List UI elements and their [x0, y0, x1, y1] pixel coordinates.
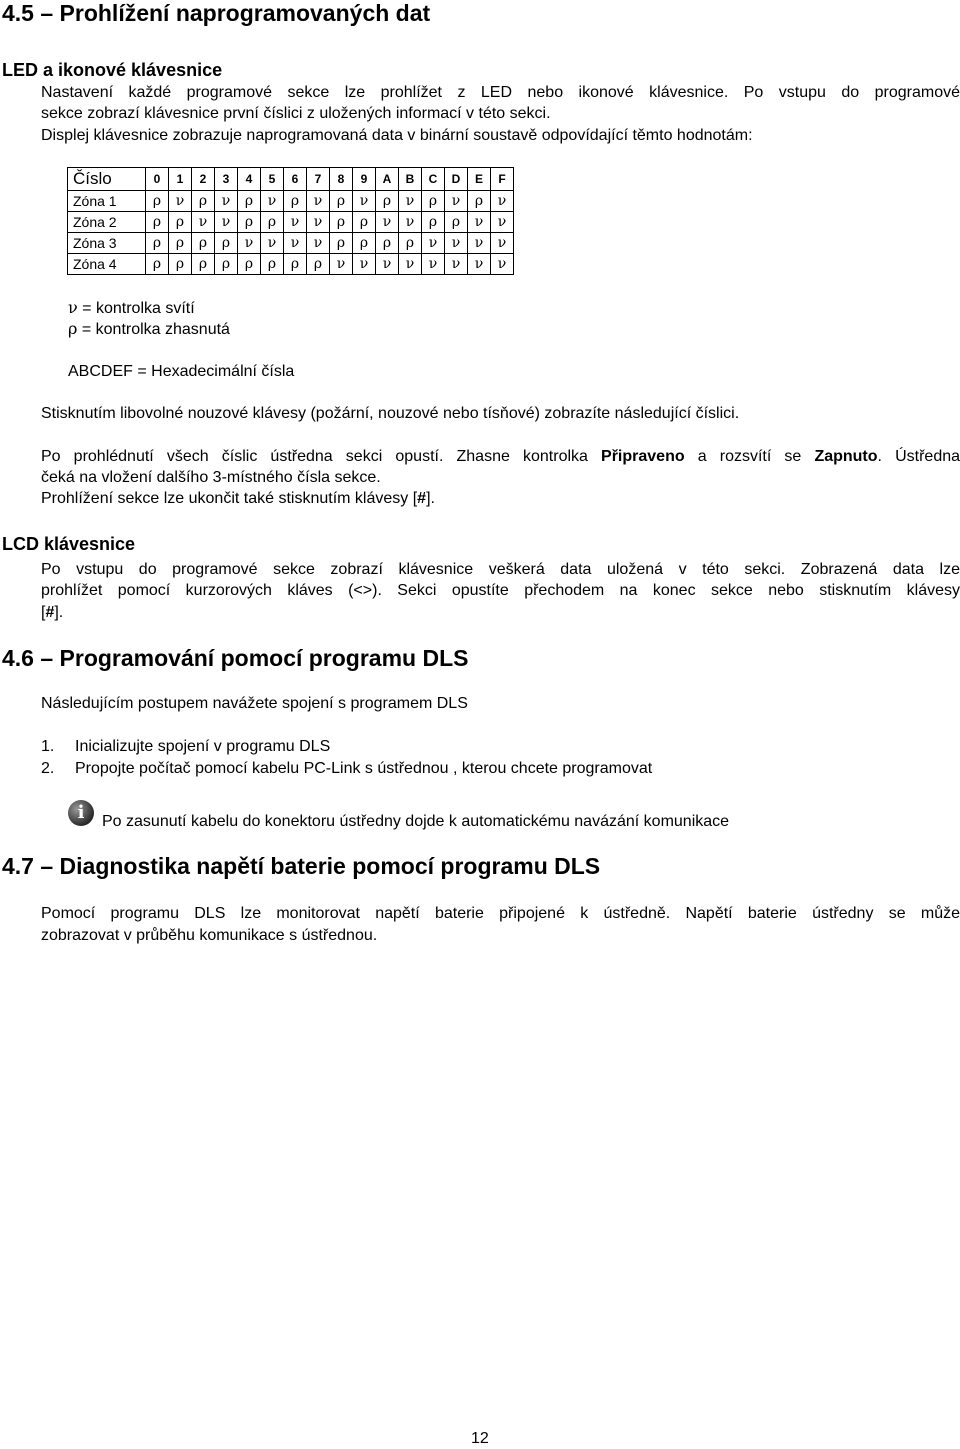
legend-hex: ABCDEF = Hexadecimální čísla — [68, 363, 295, 380]
press-key-paragraph: Stisknutím libovolné nouzové klávesy (požární, nouzové nebo tísňové) zobrazíte následující číslici. — [41, 405, 740, 422]
table-row-zone-1 — [68, 191, 514, 212]
table-column-header: 2 — [192, 168, 215, 191]
lcd-paragraph-line1: Po vstupu do programové sekce zobrazí klávesnice veškerá data uložená v této sekci. Zobrazená data lze — [41, 561, 960, 578]
table-cell: ν — [491, 254, 514, 275]
table-cell: ρ — [284, 191, 307, 212]
table-column-header: 8 — [330, 168, 353, 191]
table-cell: ν — [468, 233, 491, 254]
dls-intro: Následujícím postupem navážete spojení s programem DLS — [41, 695, 468, 712]
table-column-header: 5 — [261, 168, 284, 191]
table-cell: ν — [330, 254, 353, 275]
table-column-header: B — [399, 168, 422, 191]
table-row-zone-4 — [68, 254, 514, 275]
table-cell: ρ — [261, 212, 284, 233]
led-off-symbol: ρ — [68, 319, 78, 338]
lcd-paragraph-line3 — [41, 602, 63, 623]
text-span: ]. — [426, 490, 435, 507]
led-on-symbol: ν — [68, 298, 78, 317]
list-number: 2. — [41, 760, 55, 777]
text-span: Po prohlédnutí všech číslic ústředna sekci opustí. Zhasne kontrolka — [41, 448, 602, 465]
table-cell: ν — [422, 233, 445, 254]
table-column-header: 4 — [238, 168, 261, 191]
table-cell: ρ — [353, 212, 376, 233]
row-label: Zóna 1 — [68, 191, 146, 212]
end-review-paragraph — [41, 488, 435, 509]
table-column-header: 3 — [215, 168, 238, 191]
after-review-line1 — [41, 446, 960, 467]
table-cell: ρ — [284, 254, 307, 275]
table-column-header: F — [491, 168, 514, 191]
hash-key: # — [417, 490, 427, 507]
ready-label: Připraveno — [601, 448, 685, 465]
table-row-zone-2 — [68, 212, 514, 233]
table-cell: ν — [261, 233, 284, 254]
table-cell: ν — [399, 212, 422, 233]
table-cell: ρ — [422, 212, 445, 233]
table-cell: ν — [445, 233, 468, 254]
table-cell: ρ — [238, 191, 261, 212]
table-cell: ν — [284, 212, 307, 233]
table-cell: ρ — [238, 212, 261, 233]
table-cell: ν — [491, 233, 514, 254]
table-cell: ν — [468, 212, 491, 233]
table-cell: ρ — [238, 254, 261, 275]
table-cell: ρ — [261, 254, 284, 275]
table-cell: ρ — [353, 233, 376, 254]
table-header-label: Číslo — [68, 168, 146, 191]
legend-on-text: = kontrolka svítí — [77, 300, 195, 317]
table-column-header: A — [376, 168, 399, 191]
lcd-keypad-heading: LCD klávesnice — [2, 534, 136, 554]
row-label: Zóna 4 — [68, 254, 146, 275]
table-cell: ρ — [422, 191, 445, 212]
hash-key: # — [45, 604, 55, 621]
table-cell: ρ — [330, 212, 353, 233]
table-cell: ν — [422, 254, 445, 275]
table-column-header: 9 — [353, 168, 376, 191]
table-cell: ρ — [330, 191, 353, 212]
section-4-5-title: 4.5 – Prohlížení naprogramovaných dat — [2, 0, 431, 26]
table-cell: ρ — [215, 254, 238, 275]
list-item-text: Inicializujte spojení v programu DLS — [75, 738, 331, 755]
list-item — [41, 736, 54, 757]
battery-paragraph-line1: Pomocí programu DLS lze monitorovat napětí baterie připojené k ústředně. Napětí baterie ústředny se může — [41, 905, 960, 922]
list-item — [41, 758, 54, 779]
table-cell: ν — [238, 233, 261, 254]
table-cell: ρ — [445, 212, 468, 233]
binary-value-table — [67, 167, 514, 275]
legend-off-text: = kontrolka zhasnutá — [77, 321, 230, 338]
table-column-header: 7 — [307, 168, 330, 191]
table-cell: ν — [399, 254, 422, 275]
info-icon: i — [68, 800, 94, 826]
table-column-header: 0 — [146, 168, 169, 191]
table-cell: ρ — [307, 254, 330, 275]
legend-led-off — [68, 318, 230, 340]
table-cell: ρ — [330, 233, 353, 254]
table-column-header: D — [445, 168, 468, 191]
table-cell: ν — [169, 191, 192, 212]
table-cell: ν — [399, 191, 422, 212]
legend-led-on — [68, 297, 195, 319]
table-row-zone-3 — [68, 233, 514, 254]
table-cell: ρ — [399, 233, 422, 254]
text-span: Prohlížení sekce lze ukončit také stisknutím klávesy [ — [41, 490, 418, 507]
armed-label: Zapnuto — [814, 448, 878, 465]
table-column-header: C — [422, 168, 445, 191]
table-cell: ρ — [169, 254, 192, 275]
table-cell: ρ — [215, 233, 238, 254]
page-number: 12 — [471, 1430, 489, 1447]
led-paragraph-line1: Nastavení každé programové sekce lze prohlížet z LED nebo ikonové klávesnice. Po vstupu do programové — [41, 84, 960, 101]
battery-paragraph-line2: zobrazovat v průběhu komunikace s ústřednou. — [41, 927, 378, 944]
table-cell: ν — [284, 233, 307, 254]
after-review-line2: čeká na vložení dalšího 3-místného čísla sekce. — [41, 469, 381, 486]
table-cell: ν — [468, 254, 491, 275]
info-note: Po zasunutí kabelu do konektoru ústředny dojde k automatickému navázání komunikace — [102, 813, 730, 830]
table-header-row — [68, 168, 514, 191]
table-cell: ρ — [468, 191, 491, 212]
table-cell: ρ — [376, 233, 399, 254]
table-cell: ν — [491, 212, 514, 233]
table-cell: ν — [307, 212, 330, 233]
table-cell: ρ — [146, 233, 169, 254]
table-cell: ν — [215, 212, 238, 233]
text-span: . Ústředna — [877, 448, 960, 465]
table-column-header: 6 — [284, 168, 307, 191]
table-column-header: 1 — [169, 168, 192, 191]
table-cell: ρ — [192, 191, 215, 212]
section-4-6-title: 4.6 – Programování pomocí programu DLS — [2, 645, 469, 671]
led-paragraph-line2: sekce zobrazí klávesnice první číslici z uložených informací v této sekci. — [41, 105, 551, 122]
table-column-header: E — [468, 168, 491, 191]
table-cell: ρ — [146, 254, 169, 275]
table-cell: ν — [376, 254, 399, 275]
table-cell: ν — [261, 191, 284, 212]
table-cell: ρ — [192, 254, 215, 275]
table-cell: ρ — [192, 233, 215, 254]
table-cell: ρ — [169, 233, 192, 254]
led-keypad-heading: LED a ikonové klávesnice — [2, 60, 223, 80]
table-cell: ρ — [376, 191, 399, 212]
table-cell: ν — [307, 191, 330, 212]
table-cell: ν — [445, 254, 468, 275]
text-span: a rozsvítí se — [684, 448, 815, 465]
table-cell: ν — [307, 233, 330, 254]
table-cell: ν — [215, 191, 238, 212]
table-cell: ν — [353, 254, 376, 275]
list-item-text: Propojte počítač pomocí kabelu PC-Link s ústřednou , kterou chcete programovat — [75, 760, 653, 777]
table-cell: ρ — [146, 212, 169, 233]
lcd-paragraph-line2: prohlížet pomocí kurzorových kláves (<>). Sekci opustíte přechodem na konec sekce nebo stisknutím klávesy — [41, 582, 960, 599]
list-number: 1. — [41, 738, 55, 755]
row-label: Zóna 2 — [68, 212, 146, 233]
text-span: [ — [41, 604, 46, 621]
table-cell: ρ — [169, 212, 192, 233]
table-cell: ν — [491, 191, 514, 212]
table-cell: ρ — [146, 191, 169, 212]
led-display-paragraph: Displej klávesnice zobrazuje naprogramovaná data v binární soustavě odpovídající těmto hodnotám: — [41, 127, 753, 144]
row-label: Zóna 3 — [68, 233, 146, 254]
table-cell: ν — [353, 191, 376, 212]
table-cell: ν — [192, 212, 215, 233]
section-4-7-title: 4.7 – Diagnostika napětí baterie pomocí programu DLS — [2, 853, 601, 879]
table-cell: ν — [376, 212, 399, 233]
table-cell: ν — [445, 191, 468, 212]
text-span: ]. — [54, 604, 64, 621]
